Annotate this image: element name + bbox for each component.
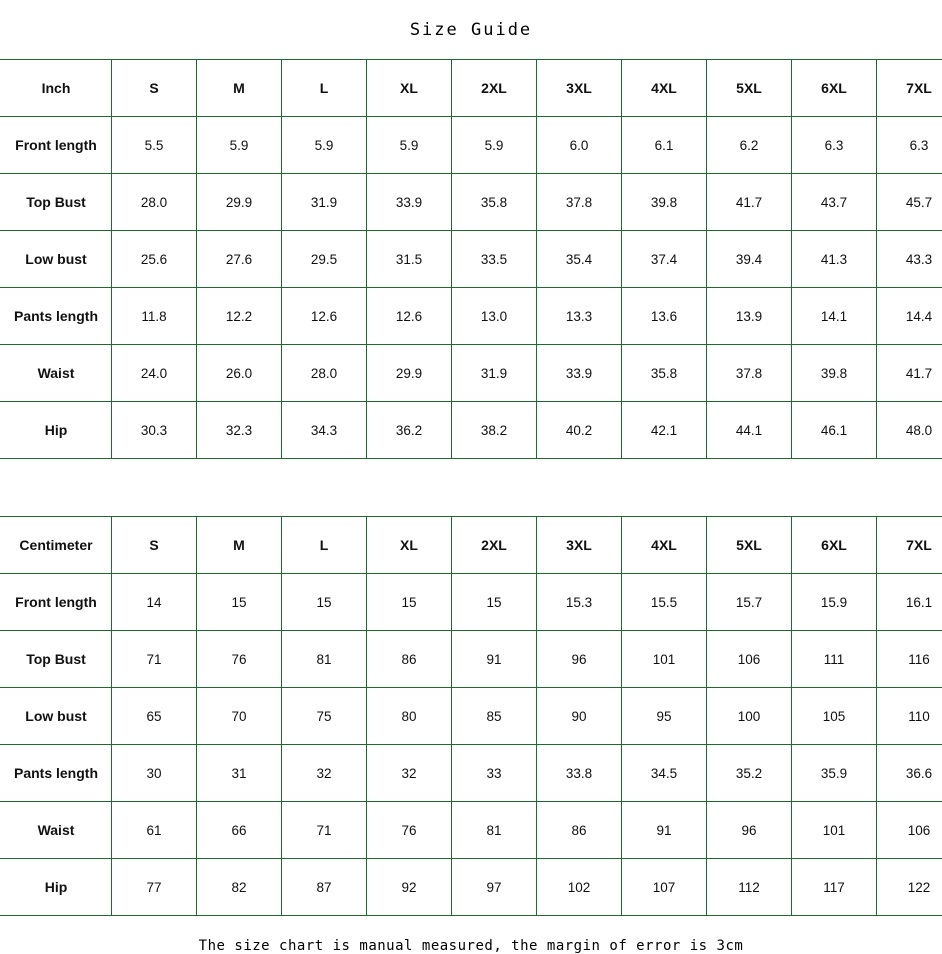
cell: 85 bbox=[452, 688, 537, 745]
unit-label-inch: Inch bbox=[1, 60, 112, 117]
cell: 12.6 bbox=[367, 288, 452, 345]
table-row bbox=[1, 574, 942, 631]
column-header: 3XL bbox=[537, 517, 622, 574]
cell: 66 bbox=[197, 802, 282, 859]
cell: 96 bbox=[707, 802, 792, 859]
cell: 5.9 bbox=[367, 117, 452, 174]
cell: 35.2 bbox=[707, 745, 792, 802]
table-row bbox=[1, 802, 942, 859]
cell: 26.0 bbox=[197, 345, 282, 402]
cell: 92 bbox=[367, 859, 452, 916]
cell: 37.8 bbox=[707, 345, 792, 402]
cell: 31 bbox=[197, 745, 282, 802]
row-label: Pants length bbox=[1, 745, 112, 802]
column-header: 5XL bbox=[707, 517, 792, 574]
cell: 77 bbox=[112, 859, 197, 916]
cell: 12.2 bbox=[197, 288, 282, 345]
cell: 6.2 bbox=[707, 117, 792, 174]
cell: 87 bbox=[282, 859, 367, 916]
cell: 101 bbox=[622, 631, 707, 688]
cell: 35.4 bbox=[537, 231, 622, 288]
cell: 13.9 bbox=[707, 288, 792, 345]
column-header: S bbox=[112, 517, 197, 574]
cell: 14.4 bbox=[877, 288, 942, 345]
row-label: Pants length bbox=[1, 288, 112, 345]
column-header: 3XL bbox=[537, 60, 622, 117]
cell: 37.8 bbox=[537, 174, 622, 231]
cell: 75 bbox=[282, 688, 367, 745]
centimeter-size-table bbox=[0, 516, 942, 916]
cell: 43.3 bbox=[877, 231, 942, 288]
cell: 5.5 bbox=[112, 117, 197, 174]
cell: 15 bbox=[197, 574, 282, 631]
cell: 46.1 bbox=[792, 402, 877, 459]
cell: 111 bbox=[792, 631, 877, 688]
cell: 76 bbox=[367, 802, 452, 859]
cell: 14.1 bbox=[792, 288, 877, 345]
cell: 42.1 bbox=[622, 402, 707, 459]
table-row bbox=[1, 402, 942, 459]
cell: 29.5 bbox=[282, 231, 367, 288]
table-header-row bbox=[1, 517, 942, 574]
cell: 35.8 bbox=[452, 174, 537, 231]
row-label: Hip bbox=[1, 859, 112, 916]
cell: 31.9 bbox=[282, 174, 367, 231]
cell: 33.9 bbox=[367, 174, 452, 231]
table-row bbox=[1, 688, 942, 745]
cell: 34.3 bbox=[282, 402, 367, 459]
cell: 82 bbox=[197, 859, 282, 916]
cell: 33.9 bbox=[537, 345, 622, 402]
cell: 38.2 bbox=[452, 402, 537, 459]
cell: 35.8 bbox=[622, 345, 707, 402]
cell: 81 bbox=[282, 631, 367, 688]
cell: 32 bbox=[367, 745, 452, 802]
column-header: S bbox=[112, 60, 197, 117]
table-separator bbox=[0, 459, 942, 516]
cell: 39.8 bbox=[792, 345, 877, 402]
cell: 37.4 bbox=[622, 231, 707, 288]
cell: 116 bbox=[877, 631, 942, 688]
cell: 6.3 bbox=[792, 117, 877, 174]
column-header: 2XL bbox=[452, 517, 537, 574]
cell: 106 bbox=[707, 631, 792, 688]
cell: 86 bbox=[537, 802, 622, 859]
cell: 32 bbox=[282, 745, 367, 802]
cell: 41.3 bbox=[792, 231, 877, 288]
cell: 28.0 bbox=[112, 174, 197, 231]
cell: 91 bbox=[622, 802, 707, 859]
cell: 29.9 bbox=[197, 174, 282, 231]
cell: 71 bbox=[282, 802, 367, 859]
row-label: Waist bbox=[1, 345, 112, 402]
cell: 45.7 bbox=[877, 174, 942, 231]
cell: 100 bbox=[707, 688, 792, 745]
cell: 81 bbox=[452, 802, 537, 859]
cell: 40.2 bbox=[537, 402, 622, 459]
cell: 15.7 bbox=[707, 574, 792, 631]
row-label: Hip bbox=[1, 402, 112, 459]
cell: 106 bbox=[877, 802, 942, 859]
column-header: 4XL bbox=[622, 517, 707, 574]
cell: 70 bbox=[197, 688, 282, 745]
column-header: 6XL bbox=[792, 517, 877, 574]
table-row bbox=[1, 231, 942, 288]
cell: 91 bbox=[452, 631, 537, 688]
cell: 12.6 bbox=[282, 288, 367, 345]
cell: 6.0 bbox=[537, 117, 622, 174]
column-header: M bbox=[197, 60, 282, 117]
inch-size-table bbox=[0, 59, 942, 459]
cell: 15.9 bbox=[792, 574, 877, 631]
column-header: 5XL bbox=[707, 60, 792, 117]
cell: 32.3 bbox=[197, 402, 282, 459]
cell: 96 bbox=[537, 631, 622, 688]
cell: 33 bbox=[452, 745, 537, 802]
cell: 80 bbox=[367, 688, 452, 745]
cell: 97 bbox=[452, 859, 537, 916]
cell: 25.6 bbox=[112, 231, 197, 288]
table-row bbox=[1, 174, 942, 231]
column-header: XL bbox=[367, 60, 452, 117]
cell: 11.8 bbox=[112, 288, 197, 345]
cell: 61 bbox=[112, 802, 197, 859]
cell: 5.9 bbox=[452, 117, 537, 174]
cell: 86 bbox=[367, 631, 452, 688]
cell: 5.9 bbox=[197, 117, 282, 174]
cell: 33.5 bbox=[452, 231, 537, 288]
cell: 36.6 bbox=[877, 745, 942, 802]
table-row bbox=[1, 631, 942, 688]
cell: 117 bbox=[792, 859, 877, 916]
cell: 31.5 bbox=[367, 231, 452, 288]
row-label: Top Bust bbox=[1, 174, 112, 231]
cell: 6.3 bbox=[877, 117, 942, 174]
cell: 31.9 bbox=[452, 345, 537, 402]
cell: 71 bbox=[112, 631, 197, 688]
column-header: 7XL bbox=[877, 60, 942, 117]
cell: 30.3 bbox=[112, 402, 197, 459]
table-row bbox=[1, 288, 942, 345]
cell: 34.5 bbox=[622, 745, 707, 802]
cell: 27.6 bbox=[197, 231, 282, 288]
cell: 35.9 bbox=[792, 745, 877, 802]
cell: 90 bbox=[537, 688, 622, 745]
column-header: 4XL bbox=[622, 60, 707, 117]
table-header-row bbox=[1, 60, 942, 117]
cell: 112 bbox=[707, 859, 792, 916]
row-label: Front length bbox=[1, 574, 112, 631]
column-header: M bbox=[197, 517, 282, 574]
cell: 36.2 bbox=[367, 402, 452, 459]
cell: 122 bbox=[877, 859, 942, 916]
cell: 28.0 bbox=[282, 345, 367, 402]
cell: 39.4 bbox=[707, 231, 792, 288]
cell: 110 bbox=[877, 688, 942, 745]
table-row bbox=[1, 859, 942, 916]
cell: 65 bbox=[112, 688, 197, 745]
cell: 29.9 bbox=[367, 345, 452, 402]
cell: 24.0 bbox=[112, 345, 197, 402]
cell: 30 bbox=[112, 745, 197, 802]
unit-label-centimeter: Centimeter bbox=[1, 517, 112, 574]
cell: 107 bbox=[622, 859, 707, 916]
cell: 33.8 bbox=[537, 745, 622, 802]
row-label: Waist bbox=[1, 802, 112, 859]
table-row bbox=[1, 345, 942, 402]
cell: 44.1 bbox=[707, 402, 792, 459]
column-header: L bbox=[282, 60, 367, 117]
measurement-note: The size chart is manual measured, the margin of error is 3cm bbox=[198, 938, 744, 954]
cell: 15 bbox=[282, 574, 367, 631]
cell: 5.9 bbox=[282, 117, 367, 174]
cell: 6.1 bbox=[622, 117, 707, 174]
cell: 15.3 bbox=[537, 574, 622, 631]
cell: 105 bbox=[792, 688, 877, 745]
row-label: Low bust bbox=[1, 688, 112, 745]
cell: 16.1 bbox=[877, 574, 942, 631]
row-label: Top Bust bbox=[1, 631, 112, 688]
table-row bbox=[1, 745, 942, 802]
column-header: 2XL bbox=[452, 60, 537, 117]
cell: 43.7 bbox=[792, 174, 877, 231]
cell: 48.0 bbox=[877, 402, 942, 459]
cell: 101 bbox=[792, 802, 877, 859]
column-header: 6XL bbox=[792, 60, 877, 117]
cell: 39.8 bbox=[622, 174, 707, 231]
cell: 15 bbox=[452, 574, 537, 631]
cell: 13.3 bbox=[537, 288, 622, 345]
cell: 95 bbox=[622, 688, 707, 745]
cell: 76 bbox=[197, 631, 282, 688]
row-label: Front length bbox=[1, 117, 112, 174]
cell: 15.5 bbox=[622, 574, 707, 631]
cell: 15 bbox=[367, 574, 452, 631]
cell: 14 bbox=[112, 574, 197, 631]
cell: 13.0 bbox=[452, 288, 537, 345]
column-header: 7XL bbox=[877, 517, 942, 574]
column-header: L bbox=[282, 517, 367, 574]
page-title: Size Guide bbox=[409, 20, 533, 40]
cell: 41.7 bbox=[877, 345, 942, 402]
column-header: XL bbox=[367, 517, 452, 574]
table-row bbox=[1, 117, 942, 174]
cell: 102 bbox=[537, 859, 622, 916]
cell: 41.7 bbox=[707, 174, 792, 231]
row-label: Low bust bbox=[1, 231, 112, 288]
cell: 13.6 bbox=[622, 288, 707, 345]
